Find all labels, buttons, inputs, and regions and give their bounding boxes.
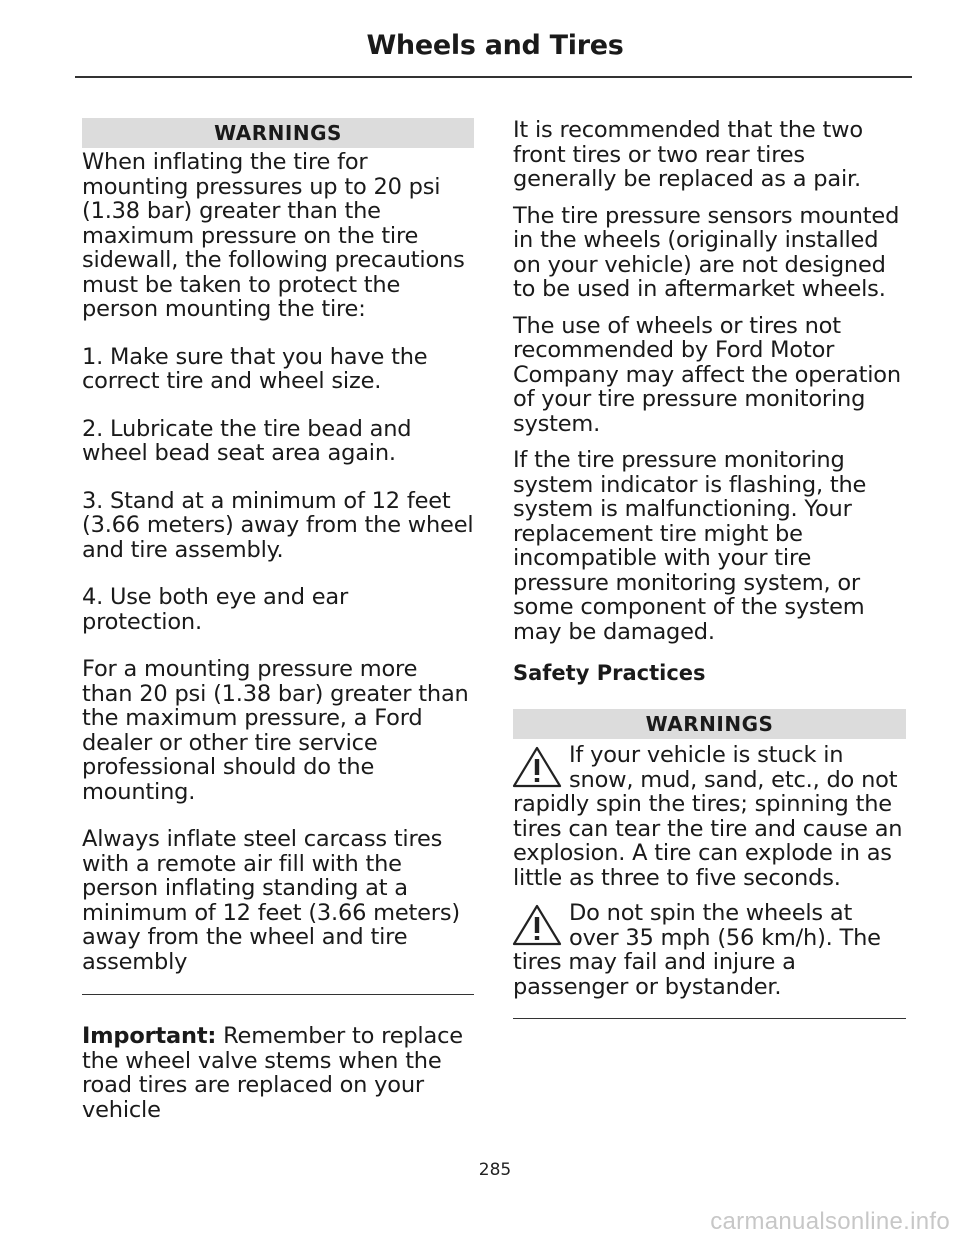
important-note [82, 1024, 474, 1122]
warning-speed-text: Do not spin the wheels at over 35 mph (56 km/h). The tires may fail and injure a passenger or bystander. [513, 900, 881, 1000]
step-3-text: 3. Stand at a minimum of 12 feet (3.66 meters) away from the wheel and tire assembly. [82, 487, 474, 563]
non-recommended-text: The use of wheels or tires not recommended by Ford Motor Company may affect the operation of your tire pressure monitoring system. [513, 312, 901, 437]
sensor-text: The tire pressure sensors mounted in the wheels (originally installed on your vehicle) are not designed to be used in aftermarket wheels. [513, 202, 900, 302]
step-1-text: 1. Make sure that you have the correct tire and wheel size. [82, 343, 428, 394]
left-column [82, 118, 474, 1122]
safety-warnings-heading: WARNINGS [513, 709, 906, 739]
right-column [513, 118, 906, 1019]
warning-triangle-icon [511, 745, 563, 789]
pair-replacement-text: It is recommended that the two front tires or two rear tires generally be replaced as a pair. [513, 117, 863, 192]
warning-spin-text: If your vehicle is stuck in snow, mud, sand, etc., do not rapidly spin the tires; spinning the tires can tear the tire and cause an explosion. A tire can explode in as little as three to five seconds. [513, 742, 903, 891]
warning-triangle-icon [511, 903, 563, 947]
step-2-text: 2. Lubricate the tire bead and wheel bead seat area again. [82, 415, 412, 466]
watermark: carmanualsonline.info [710, 1208, 950, 1235]
step-4-text: 4. Use both eye and ear protection. [82, 584, 349, 635]
warning-item-speed [513, 901, 906, 999]
important-text: Remember to replace the wheel valve stems when the road tires are replaced on your vehicle [82, 1023, 463, 1123]
header-divider [75, 76, 912, 78]
safety-warnings-end-divider [513, 1018, 906, 1019]
dealer-mounting-text: For a mounting pressure more than 20 psi (1.38 bar) greater than the maximum pressure, a Ford dealer or other tire service professional should do the mounting. [82, 656, 469, 805]
safety-practices-heading: Safety Practices [513, 661, 706, 685]
important-label: Important: [82, 1023, 217, 1049]
page-number: 285 [478, 1160, 512, 1180]
steel-carcass-text: Always inflate steel carcass tires with a remote air fill with the person inflating standing at a minimum of 12 feet (3.66 meters) away from the wheel and tire assembly [82, 826, 460, 975]
warning-intro-text: When inflating the tire for mounting pressures up to 20 psi (1.38 bar) greater than the maximum pressure on the tire sidewall, the following precautions must be taken to protect the person mounting the tire: [82, 149, 465, 322]
warnings-end-divider [82, 994, 474, 995]
page-title: Wheels and Tires [366, 30, 624, 61]
warnings-heading: WARNINGS [82, 118, 474, 148]
tpms-flashing-text: If the tire pressure monitoring system indicator is flashing, the system is malfunctioning. Your replacement tire might be incompatible with your tire pressure monitoring system, or some component of the system may be damaged. [513, 447, 867, 645]
warning-item-spin [513, 743, 906, 890]
